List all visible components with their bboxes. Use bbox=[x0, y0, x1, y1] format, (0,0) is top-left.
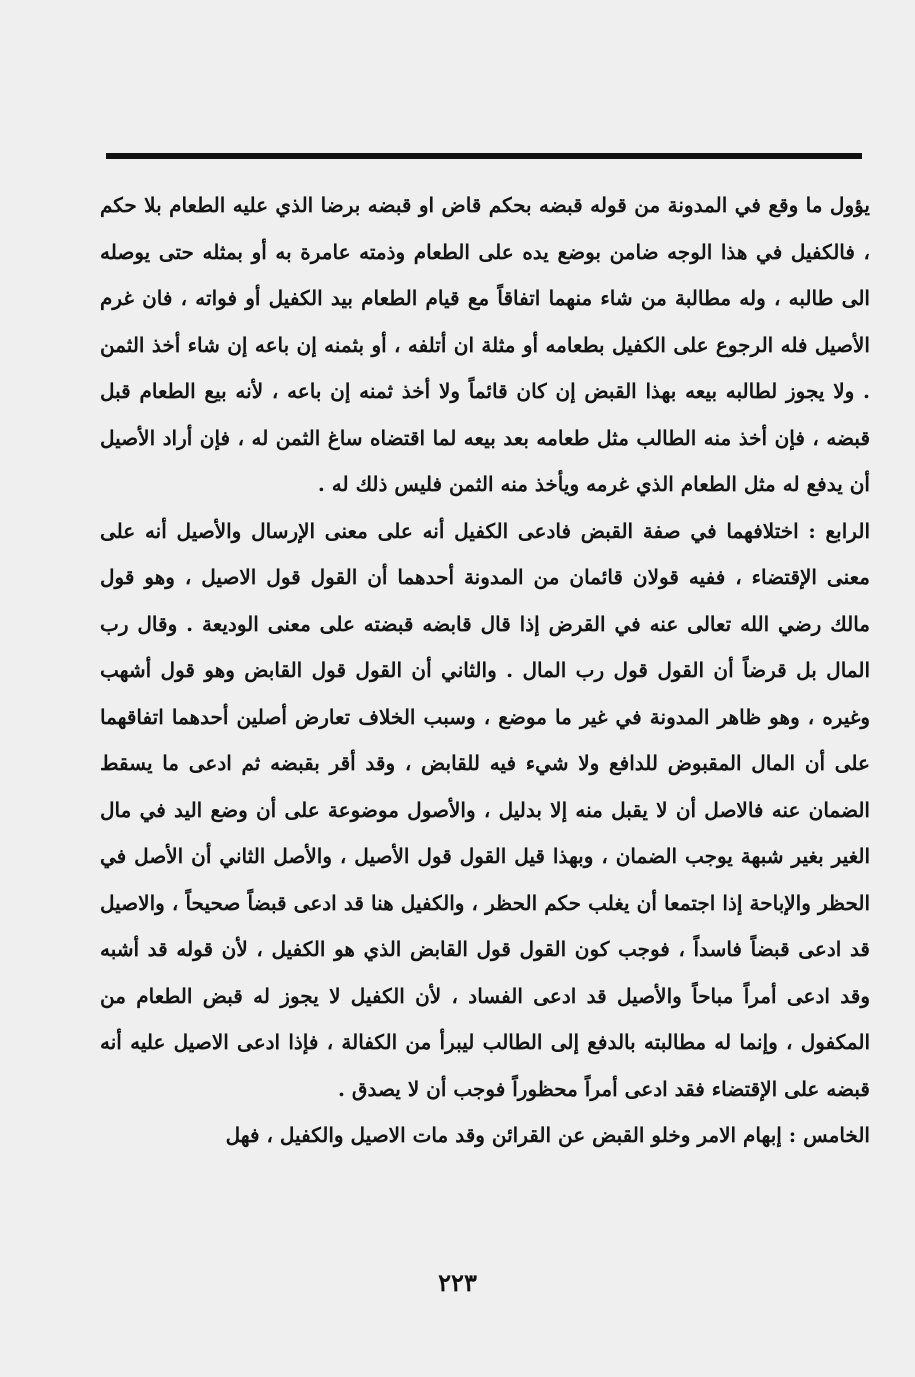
page-number: ٢٢٣ bbox=[438, 1268, 477, 1297]
body-text bbox=[100, 182, 870, 1159]
header-rule bbox=[106, 153, 862, 159]
paragraph-fourth: الرابع : اختلافهما في صفة القبض فادعى الكفيل أنه على معنى الإرسال والأصيل أنه على معنى الإقتضاء ، ففيه قولان قائمان من المدونة أحدهما أن القول قول الاصيل ، وهو قول مالك رضي الله تعالى عنه في القرض إذا قال قابضه قبضته على معنى الوديعة . وقال رب المال بل قرضاً أن القول قول رب المال . والثاني أن القول قول القابض وهو قول أشهب وغيره ، وهو ظاهر المدونة في غير ما موضع ، وسبب الخلاف تعارض أصلين أحدهما اتفاقهما على أن المال المقبوض للدافع ولا شيء فيه للقابض ، وقد أقر بقبضه ثم ادعى ما يسقط الضمان عنه فالاصل أن لا يقبل منه إلا بدليل ، والأصول موضوعة على أن وضع اليد في مال الغير بغير شبهة يوجب الضمان ، وبهذا قيل القول قول الأصيل ، والأصل الثاني أن الأصل في الحظر والإباحة إذا اجتمعا أن يغلب حكم الحظر ، والكفيل هنا قد ادعى قبضاً صحيحاً ، والاصيل قد ادعى قبضاً فاسداً ، فوجب كون القول قول القابض الذي هو الكفيل ، لأن قوله قد أشبه وقد ادعى أمراً مباحاً والأصيل قد ادعى الفساد ، لأن الكفيل لا يجوز له قبض الطعام من المكفول ، وإنما له مطالبته بالدفع إلى الطالب ليبرأ من الكفالة ، فإذا ادعى الاصيل عليه أنه قبضه على الإقتضاء فقد ادعى أمراً محظوراً فوجب أن لا يصدق . bbox=[100, 518, 870, 1101]
paragraph-fifth: الخامس : إبهام الامر وخلو القبض عن القرائن وقد مات الاصيل والكفيل ، فهل bbox=[225, 1123, 870, 1147]
paragraph-continuation: يؤول ما وقع في المدونة من قوله قبضه بحكم قاض او قبضه برضا الذي عليه الطعام بلا حكم ، فالكفيل في هذا الوجه ضامن بوضع يده على الطعام وذمته عامرة به أو بمثله حتى يوصله الى طالبه ، وله مطالبة من شاء منهما اتفاقاً مع قيام الطعام بيد الكفيل أو فواته ، فان غرم الأصيل فله الرجوع على الكفيل بطعامه أو مثلة ان أتلفه ، أو بثمنه إن باعه إن شاء أخذ الثمن . ولا يجوز لطالبه بيعه بهذا القبض إن كان قائماً ولا أخذ ثمنه إن باعه ، لأنه بيع الطعام قبل قبضه ، فإن أخذ منه الطالب مثل طعامه بعد بيعه لما اقتضاه ساغ الثمن له ، فإن أراد الأصيل أن يدفع له مثل الطعام الذي غرمه ويأخذ منه الثمن فليس ذلك له . bbox=[100, 193, 870, 496]
